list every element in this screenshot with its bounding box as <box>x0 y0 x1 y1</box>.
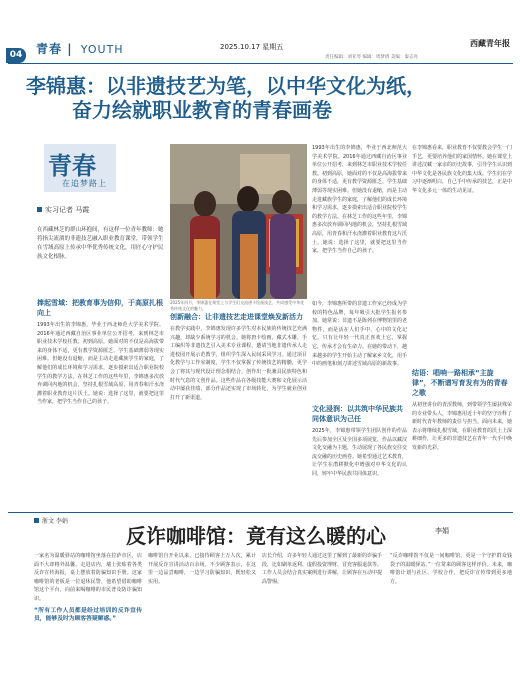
photo-caption: 2025年四月，李锦惠在课堂上与学生们交流唐卡绘画技艺，共同感受中华优秀传统文化的魅力。 <box>170 300 305 311</box>
square-icon <box>34 518 39 523</box>
photo-illustration <box>170 144 307 299</box>
article2-quote: “所有工作人员都是经过培训的反诈宣传员，能够及时为顾客答疑解惑。” <box>34 607 142 622</box>
article1-column-3 <box>312 300 407 508</box>
logo-subtitle: 在追梦路上 <box>62 179 107 188</box>
article2-label-text: 浙文 李娟 <box>42 518 68 525</box>
subheading-4: 结语：唱响一路相承“主旋律”，不断谱写育发有为的青春之歌 <box>412 369 508 397</box>
issue-date: 2025.10.17 星期五 <box>220 43 284 51</box>
article-intro: 在西藏林芝的群山环抱间，有这样一位青年教师：她将指尖流淌的非遗技艺融入职业教育课堂，带领学生在雪域高原上传承中华优秀传统文化，用匠心守护民族文化根脉。 <box>37 227 164 260</box>
column-logo <box>44 144 116 192</box>
article2-col2: 咖啡馆自开业以来，已接待顾客上万人次，累计开展反诈宣讲活动百余场。不少顾客表示，在这里一边品尝咖啡，一边学习防骗知识，既轻松又实用。 <box>148 553 256 585</box>
article1-column-1 <box>37 298 164 508</box>
article2-headline: 反诈咖啡馆：竟有这么暖的心 <box>126 524 386 548</box>
header-rule <box>8 63 513 64</box>
col4-body: 在李锦惠看来，职业教育不仅要教会学生一门手艺，更要培养他们的家国情怀。她在课堂上讲述汉藏一家亲的历史故事，引导学生认识到中华文化是各民族文化的集大成。学生们在学习中逐渐明白，自己手中传承的技艺，正是中华文化多元一体的生动见证。 <box>412 145 512 194</box>
article1-column-2 <box>170 312 307 508</box>
reporter-name: 实习记者 马霞 <box>45 206 90 214</box>
article1-column-4 <box>412 144 512 508</box>
page-number: 04 <box>6 48 26 63</box>
col2-body: 在教学实践中，李锦惠发现许多学生对本民族的传统技艺充满兴趣，却缺少系统学习的机会。她将唐卡绘画、藏式木雕、手工编织等非遗技艺引入美术专业课程，邀请当地非遗传承人走进校园开展示范教学，组织学生深入民间采风学习。通过项目化教学与工作室制度，学生不仅掌握了传统技艺的精髓，更学会了将其与现代设计理念相结合，创作出一批兼具民族特色和时代气息的文创作品。这些作品在各级技能大赛和文化展示活动中屡获佳绩，部分作品还实现了市场转化，为学生就业创业打开了新渠道。 <box>170 326 307 401</box>
col3-tail: 2025年，李锦惠带领学生团队创作的作品先后参加全区及全国多项展览，作品以藏汉文化交融为主题，生动展现了各民族交往交流交融的历史画卷。她希望通过艺术教育，让学生在潜移默化中增强对中华文化的认同，铸牢中华民族共同体意识。 <box>312 428 407 477</box>
reporter-byline <box>37 205 89 215</box>
article2-section-label <box>34 516 68 525</box>
square-icon <box>37 207 42 212</box>
col1-body: 1993年出生的李锦惠，毕业于西北师范大学美术学院。2016年通过西藏自治区事业单位公开招考，来到林芝市职业技术学校任教。初到高原，她面对的不仅是高海拔带来的身体不适，更有教学资源匮乏、学生基础薄弱等现实困难。但她没有退缩，而是主动走进藏族学生的家庭，了解他们的成长环境和学习需求，逐步摸索出适合职业院校学生的教学方法。在林芝工作的这些年里，李锦惠多次放弃调回内地的机会，坚持扎根雪域高原，用青春和汗水浇灌着职业教育这片沃土。她说：选择了这里，就要把这里当作家，把学生当作自己的孩子。 <box>37 322 164 406</box>
col3-upper-body: 1993年出生的李锦惠，毕业于西北师范大学美术学院。2016年通过西藏自治区事业单位公开招考，来到林芝市职业技术学校任教。初到高原，她面对的不仅是高海拔带来的身体不适，更有教学资源匮乏、学生基础薄弱等现实困难。但她没有退缩，而是主动走进藏族学生的家庭，了解他们的成长环境和学习需求，逐步摸索出适合职业院校学生的教学方法。在林芝工作的这些年里，李锦惠多次放弃调回内地的机会，坚持扎根雪域高原，用青春和汗水浇灌着职业教育这片沃土。她说：选择了这里，就要把这里当作家，把学生当作自己的孩子。 <box>312 145 407 255</box>
article2-col1 <box>34 552 142 696</box>
headline-line-1: 李锦惠：以非遗技艺为笔，以中华文化为纸， <box>26 74 426 98</box>
section-en: YOUTH <box>80 43 124 56</box>
col4-tail: 从初登讲台的青涩教师，到带领学生屡获殊荣的专业带头人，李锦惠用近十年的坚守诠释了新时代青年教师的责任与担当。面向未来，她表示将继续扎根雪域，在职业教育的沃土上深耕细作，让更多的非遗技艺在青年一代手中焕发新的光彩。 <box>412 402 512 451</box>
article2-author: 李娟 <box>435 527 449 535</box>
article2-col3: 店长介绍，许多年轻人通过这里了解到了最新的诈骗手段，比如刷单返利、虚假投资理财、冒充客服退款等。工作人员会结合真实案例进行讲解，让顾客在互动中提高警惕。 <box>262 553 382 585</box>
col3-body: 如今，李锦惠所带的非遗工作室已经成为学校的特色品牌，每年吸引大批学生报名参加。她常说：非遗不是陈列在博物馆里的老物件，而是活在人们手中、心中的文化记忆。只有让年轻一代真正喜欢上它、掌握它，传承才会有生命力。在她的带动下，越来越多的学生开始主动了解家乡文化，用手中的画笔和刻刀讲述雪域高原的新故事。 <box>312 301 407 368</box>
section-divider <box>8 512 513 513</box>
logo-title: 青春 <box>48 151 96 180</box>
editor-line: 责任编辑：刘亚琴 编辑：周梦倩 美编：秦志亮 <box>325 55 418 60</box>
article1-column-3-upper <box>312 144 407 294</box>
newspaper-name: 西藏青年报 <box>470 39 510 48</box>
section-title: 青春 | YOUTH <box>36 42 124 56</box>
section-cn: 青春 <box>36 42 63 56</box>
article-photo <box>170 144 307 299</box>
subheading-3: 文化浸润：以共筑中华民族共同体意识为己任 <box>312 405 403 423</box>
subheading-2: 创新融合：让非遗技艺走进课堂焕发新活力 <box>170 313 303 321</box>
headline-line-2: 奋力绘就职业教育的青春画卷 <box>72 98 332 122</box>
article2-col4: “反诈咖啡馆不仅是一间咖啡馆，更是一个守护群众钱袋子的温暖驿站。”一位常来的顾客这样评价。未来，咖啡馆计划与社区、学校合作，把反诈宣传带到更多地方。 <box>390 553 512 585</box>
article2-col1-body: 一家名为温暖驿站的咖啡馆坐落在拉萨市区，店面不大却格外温馨。走进店内，墙上张贴着各类反诈宣传海报，桌上摆放着防骗知识手册。这家咖啡馆的老板是一位退休民警，他希望借助咖啡馆这个平台，向前来喝咖啡的市民普及防诈骗知识。 <box>34 553 142 602</box>
subheading-1: 捧起雪域：把教育事为信仰，于高原扎根向上 <box>37 299 163 317</box>
